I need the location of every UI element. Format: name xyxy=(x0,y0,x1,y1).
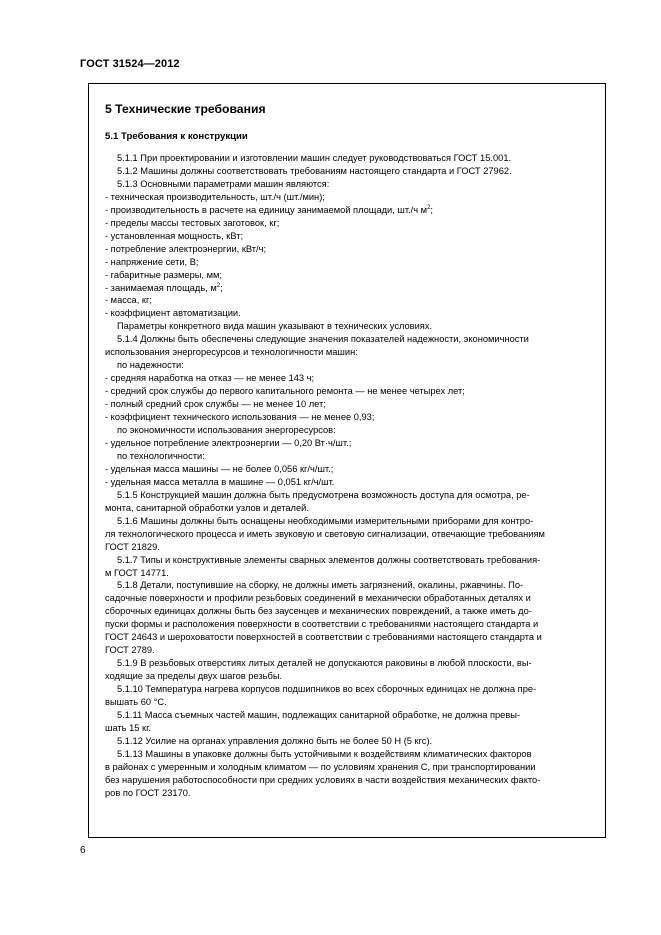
clause-5-1-11-cont: шать 15 кг. xyxy=(105,722,151,733)
param-item: - установленная мощность, кВт; xyxy=(105,230,244,241)
param-item: - масса, кг; xyxy=(105,295,152,306)
reliability-item: - средний срок службы до первого капитального ремонта — не менее четырех лет; xyxy=(105,386,465,397)
clause-5-1-8-cont: сборочных единицах должны быть без заусенцев и механических повреждений, а также иметь до- xyxy=(105,606,532,617)
clause-5-1-10: 5.1.10 Температура нагрева корпусов подшипников во всех сборочных единицах не должна пре- xyxy=(117,684,537,695)
reliability-item: - коэффициент технического использования — не менее 0,93; xyxy=(105,412,375,423)
clause-5-1-7: 5.1.7 Типы и конструктивные элементы сварных элементов должны соответствовать требования- xyxy=(117,554,541,565)
clause-5-1-4: 5.1.4 Должны быть обеспечены следующие значения показателей надежности, экономичности xyxy=(117,334,529,345)
clause-5-1-13-cont: без нарушения работоспособности при средних условиях в части воздействия механических факто- xyxy=(105,774,541,785)
clause-5-1-8: 5.1.8 Детали, поступившие на сборку, не должны иметь загрязнений, окалины, ржавчины. По- xyxy=(117,580,524,591)
clause-5-1-13-cont: ров по ГОСТ 23170. xyxy=(105,787,191,798)
clause-5-1-8-cont: садочные поверхности и профили резьбовых соединений в механически обработанных деталях и xyxy=(105,593,531,604)
clause-5-1-6-cont: ГОСТ 21829. xyxy=(105,541,160,552)
param-item: - потребление электроэнергии, кВт/ч; xyxy=(105,243,267,254)
param-item: - коэффициент автоматизации. xyxy=(105,308,241,319)
clause-5-1-6: 5.1.6 Машины должны быть оснащены необходимыми измерительными приборами для контро- xyxy=(117,515,534,526)
clause-5-1-1: 5.1.1 При проектировании и изготовлении машин следует руководствоваться ГОСТ 15.001. xyxy=(117,153,512,163)
clause-5-1-9-cont: ходящие за пределы двух шагов резьбы. xyxy=(105,671,283,682)
document-code: ГОСТ 31524—2012 xyxy=(80,58,180,70)
tech-item: - удельная масса металла в машине — 0,051 кг/ч/шт. xyxy=(105,476,335,487)
clause-5-1-10-cont: вышать 60 °С. xyxy=(105,697,167,708)
clause-5-1-5-cont: монта, санитарной обработки узлов и деталей. xyxy=(105,502,309,513)
page-number: 6 xyxy=(80,845,86,856)
clause-5-1-4-cont: использования энергоресурсов и технологичности машин: xyxy=(105,347,358,358)
tech-label: по технологичности: xyxy=(117,450,205,461)
param-item: - производительность в расчете на единицу занимаемой площади, шт./ч $м^2$; xyxy=(105,204,434,215)
clause-5-1-6-cont: ля технологического процесса и иметь звуковую и световую сигнализации, отвечающие требованиям xyxy=(105,528,545,539)
reliability-item: - полный средний срок службы — не менее 10 лет; xyxy=(105,399,326,410)
clause-5-1-11: 5.1.11 Масса съемных частей машин, подлежащих санитарной обработке, не должна превы- xyxy=(117,709,521,720)
reliability-item: - средняя наработка на отказ — не менее 143 ч; xyxy=(105,373,315,384)
clause-5-1-8-cont: ГОСТ 24643 и шероховатости поверхностей в соответствии с требованиями настоящего стандарта и xyxy=(105,632,542,643)
param-item: - занимаемая площадь, $м^2$; xyxy=(105,282,223,293)
param-item: - напряжение сети, В; xyxy=(105,256,199,267)
tech-item: - удельная масса машины — не более 0,056 кг/ч/шт.; xyxy=(105,463,334,474)
param-item: - техническая производительность, шт./ч (шт./мин); xyxy=(105,191,325,202)
page-content xyxy=(105,102,605,800)
clause-5-1-3: 5.1.3 Основными параметрами машин являются: xyxy=(117,178,330,189)
clause-5-1-9: 5.1.9 В резьбовых отверстиях литых деталей не допускаются раковины в любой плоскости, вы- xyxy=(117,658,532,669)
param-item: - пределы массы тестовых заготовок, кг; xyxy=(105,217,280,228)
section-title: 5 Технические требования xyxy=(105,102,266,116)
clause-5-1-8-cont: ГОСТ 2789. xyxy=(105,645,155,656)
clause-5-1-13: 5.1.13 Машины в упаковке должны быть устойчивыми к воздействиям климатических факторов xyxy=(117,748,532,759)
clause-5-1-5: 5.1.5 Конструкцией машин должна быть предусмотрена возможность доступа для осмотра, ре- xyxy=(117,489,530,500)
clause-5-1-8-cont: пуски формы и расположения поверхности в соответствии с требованиями настоящего стандарта и xyxy=(105,619,539,630)
clause-5-1-2: 5.1.2 Машины должны соответствовать требованиям настоящего стандарта и ГОСТ 27962. xyxy=(117,165,512,176)
clause-5-1-7-cont: м ГОСТ 14771. xyxy=(105,567,169,578)
params-note: Параметры конкретного вида машин указывают в технических условиях. xyxy=(117,321,433,332)
economy-item: - удельное потребление электроэнергии — 0,20 Вт·ч/шт.; xyxy=(105,437,352,448)
subsection-title: 5.1 Требования к конструкции xyxy=(105,131,248,142)
clause-5-1-12: 5.1.12 Усилие на органах управления должно быть не более 50 Н (5 кгс). xyxy=(117,735,433,746)
reliability-label: по надежности: xyxy=(117,360,184,371)
clause-5-1-13-cont: в районах с умеренным и холодным климатом — по условиям хранения С, при транспортировании xyxy=(105,761,536,772)
param-item: - габаритные размеры, мм; xyxy=(105,269,222,280)
economy-label: по экономичности использования энергоресурсов: xyxy=(117,425,336,436)
